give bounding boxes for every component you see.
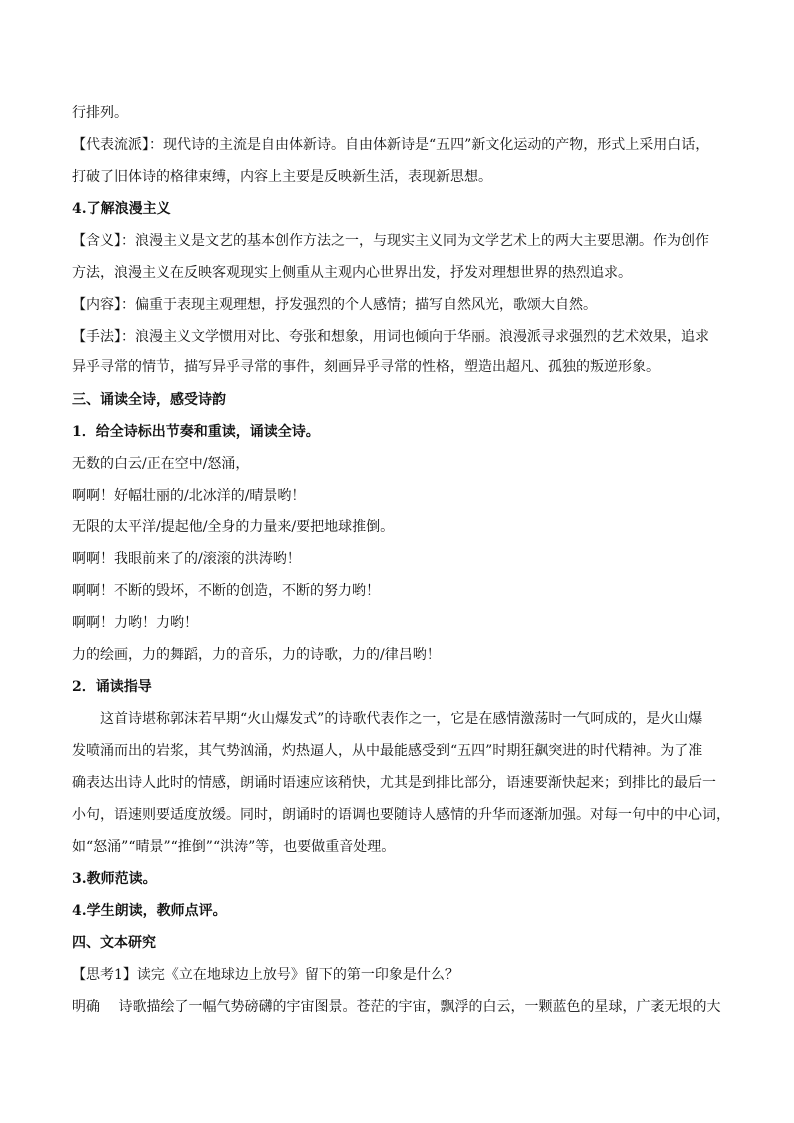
text-line: 打破了旧体诗的格律束缚，内容上主要是反映新生活，表现新思想。: [72, 169, 492, 185]
poem-line: 啊啊！我眼前来了的/滚滚的洪涛哟！: [72, 551, 301, 567]
text-line: 确表达出诗人此时的情感，朗诵时语速应该稍快，尤其是到排比部分，语速要渐快起来；到排比的最后一: [72, 775, 716, 791]
section-heading: 三、诵读全诗，感受诗韵: [72, 392, 226, 408]
section-heading: 四、文本研究: [72, 935, 156, 951]
poem-line: 无数的白云/正在空中/怒涌，: [72, 456, 250, 472]
section-heading: 1．给全诗标出节奏和重读，诵读全诗。: [72, 424, 320, 440]
text-line: 这首诗堪称郭沫若早期“火山爆发式”的诗歌代表作之一，它是在感情激荡时一气呵成的，是火山爆: [100, 711, 703, 727]
text-line: 明确 诗歌描绘了一幅气势磅礴的宇宙图景。苍茫的宇宙，飘浮的白云，一颗蓝色的星球，广袤无垠的大: [72, 999, 721, 1015]
poem-line: 啊啊！不断的毁坏，不断的创造，不断的努力哟！: [72, 583, 380, 599]
poem-line: 啊啊！好幅壮丽的/北冰洋的/晴景哟！: [72, 488, 306, 504]
text-line: 小句，语速则要适度放缓。同时，朗诵时的语调也要随诗人感情的升华而逐渐加强。对每一句中的中心词，: [72, 807, 730, 823]
section-heading: 4.学生朗读，教师点评。: [72, 903, 227, 919]
section-heading: 2．诵读指导: [72, 679, 152, 695]
poem-line: 力的绘画，力的舞蹈，力的音乐，力的诗歌，力的/律吕哟！: [72, 647, 441, 663]
text-line: 【思考1】读完《立在地球边上放号》留下的第一印象是什么？: [72, 967, 459, 983]
section-heading: 3.教师范读。: [72, 871, 157, 887]
text-line: 发喷涌而出的岩浆，其气势汹涌，灼热逼人，从中最能感受到“五四”时期狂飙突进的时代精神。为了准: [72, 743, 703, 759]
text-line: 行排列。: [72, 105, 128, 121]
text-line: 【含义】：浪漫主义是文艺的基本创作方法之一，与现实主义同为文学艺术上的两大主要思潮。作为创作: [72, 233, 709, 249]
section-heading: 4.了解浪漫主义: [72, 201, 171, 217]
text-line: 异乎寻常的情节，描写异乎寻常的事件，刻画异乎寻常的性格，塑造出超凡、孤独的叛逆形象。: [72, 359, 660, 375]
text-line: 【代表流派】：现代诗的主流是自由体新诗。自由体新诗是“五四”新文化运动的产物，形式上采用白话，: [72, 137, 710, 153]
text-line: 【手法】：浪漫主义文学惯用对比、夸张和想象，用词也倾向于华丽。浪漫派寻求强烈的艺术效果，追求: [72, 329, 709, 345]
poem-line: 无限的太平洋/提起他/全身的力量来/要把地球推倒。: [72, 519, 395, 535]
text-line: 方法，浪漫主义在反映客观现实上侧重从主观内心世界出发，抒发对理想世界的热烈追求。: [72, 265, 632, 281]
poem-line: 啊啊！力哟！力哟！: [72, 615, 198, 631]
text-line: 【内容】：偏重于表现主观理想，抒发强烈的个人感情；描写自然风光，歌颂大自然。: [72, 297, 597, 313]
text-line: 如“怒涌”“晴景”“推倒”“洪涛”等，也要做重音处理。: [72, 839, 396, 855]
